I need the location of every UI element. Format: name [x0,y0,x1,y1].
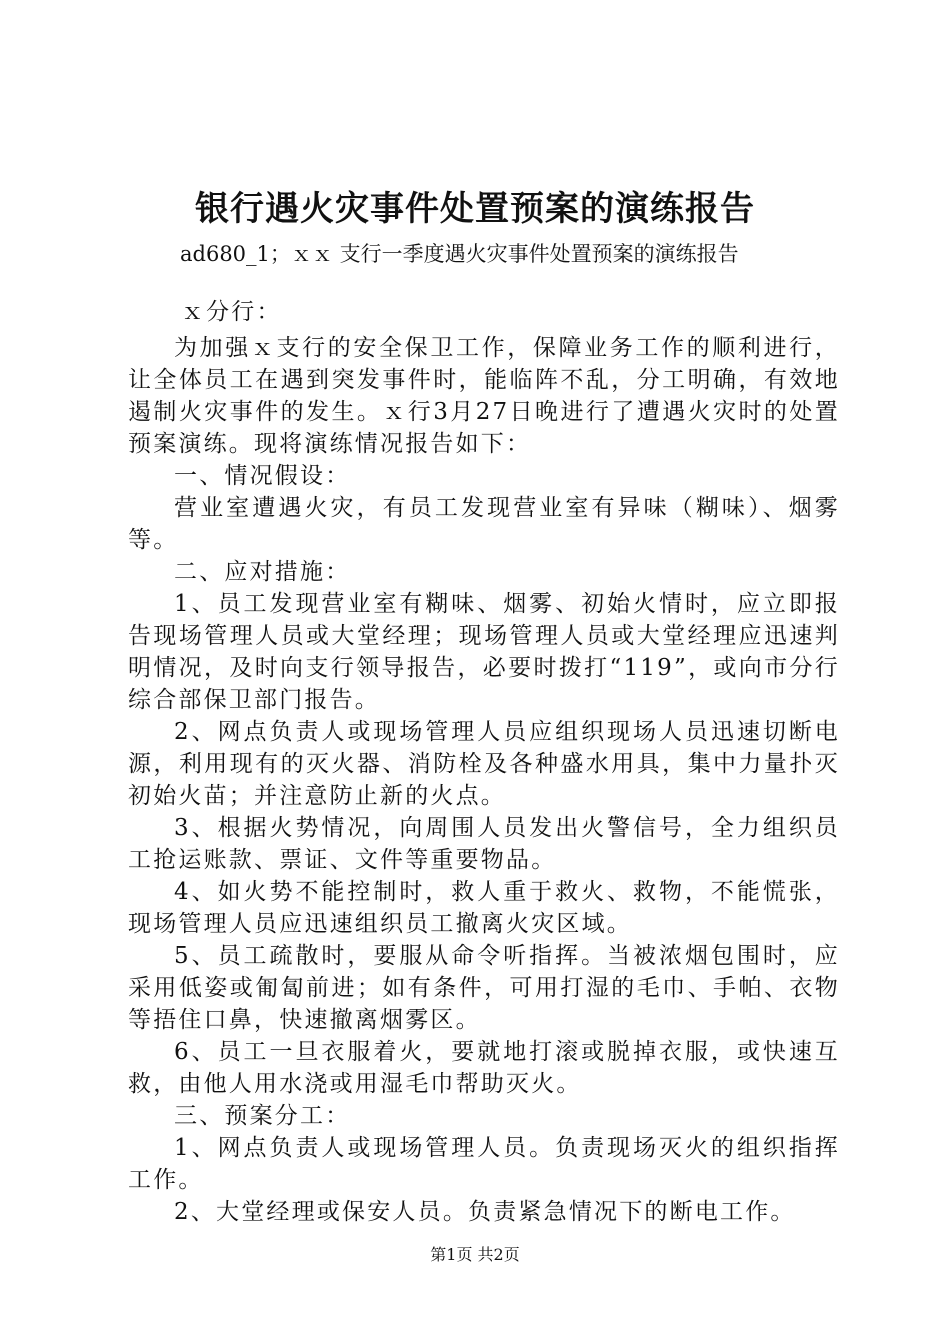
document-body [128,296,840,1228]
paragraph-scenario: 营业室遭遇火灾，有员工发现营业室有异味（糊味）、烟雾等。 [128,495,840,553]
section-heading-1: 一、情况假设： [174,463,351,489]
paragraph-measure-2: 2、网点负责人或现场管理人员应组织现场人员迅速切断电源，利用现有的灭火器、消防栓及各种盛水用具，集中力量扑灭初始火苗；并注意防止新的火点。 [128,719,840,809]
paragraph-measure-5: 5、员工疏散时，要服从命令听指挥。当被浓烟包围时，应采用低姿或匍匐前进；如有条件，可用打湿的毛巾、手帕、衣物等捂住口鼻，快速撤离烟雾区。 [128,943,840,1033]
paragraph-role-1: 1、网点负责人或现场管理人员。负责现场灭火的组织指挥工作。 [128,1135,840,1193]
paragraph-measure-1: 1、员工发现营业室有糊味、烟雾、初始火情时，应立即报告现场管理人员或大堂经理；现场管理人员或大堂经理应迅速判明情况，及时向支行领导报告，必要时拨打“119”，或向市分行综合部保卫部门报告。 [128,591,840,713]
paragraph-role-2: 2、大堂经理或保安人员。负责紧急情况下的断电工作。 [174,1199,796,1225]
salutation: ｘ分行： [180,299,282,325]
paragraph-measure-3: 3、根据火势情况，向周围人员发出火警信号，全力组织员工抢运账款、票证、文件等重要物品。 [128,815,840,873]
section-heading-3: 三、预案分工： [174,1103,351,1129]
section-heading-2: 二、应对措施： [174,559,351,585]
paragraph-intro: 为加强ｘ支行的安全保卫工作，保障业务工作的顺利进行，让全体员工在遇到突发事件时，能临阵不乱，分工明确，有效地遏制火灾事件的发生。ｘ行3月27日晚进行了遭遇火灾时的处置预案演练。现将演练情况报告如下： [128,335,840,457]
document-subtitle: ad680_1；ｘｘ 支行一季度遇火灾事件处置预案的演练报告 [180,242,739,266]
page-number: 第1页 共2页 [430,1245,520,1264]
paragraph-measure-4: 4、如火势不能控制时，救人重于救火、救物，不能慌张，现场管理人员应迅速组织员工撤离火灾区域。 [128,879,840,937]
paragraph-measure-6: 6、员工一旦衣服着火，要就地打滚或脱掉衣服，或快速互救，由他人用水浇或用湿毛巾帮助灭火。 [128,1039,840,1097]
document-title: 银行遇火灾事件处置预案的演练报告 [195,189,755,229]
